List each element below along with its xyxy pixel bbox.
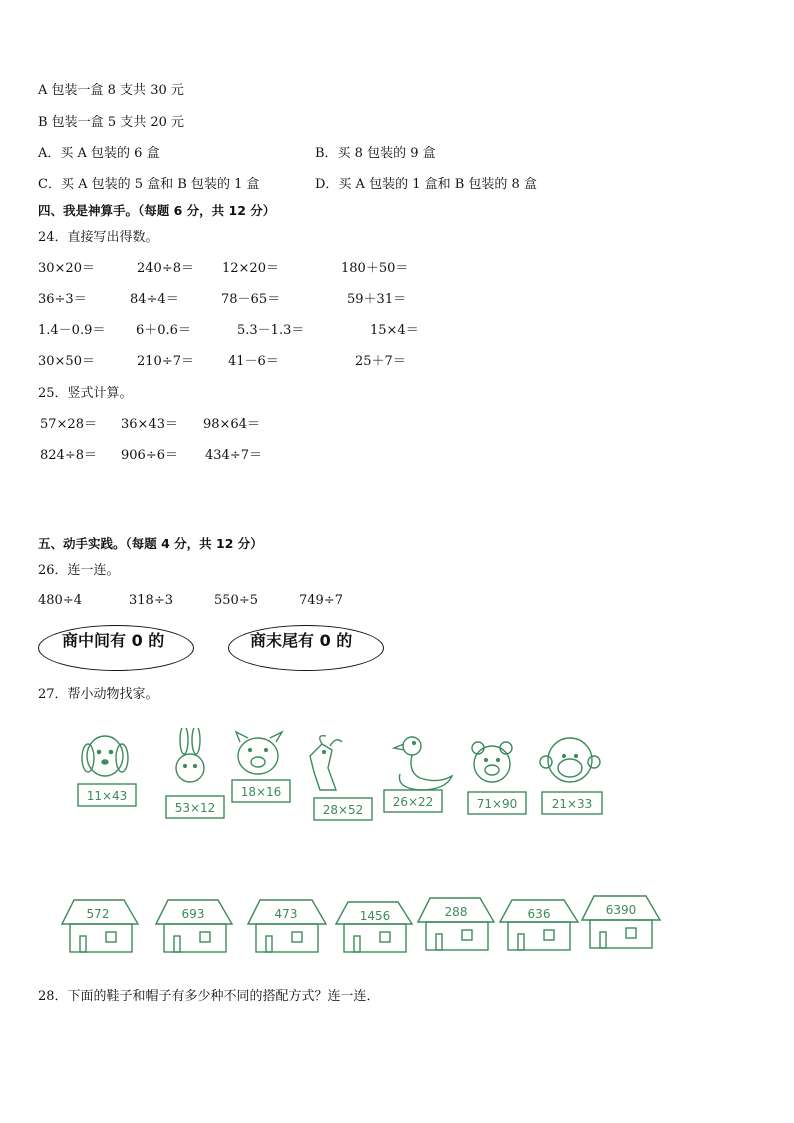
q24-item: 30×50＝ <box>38 354 95 369</box>
section-5-title: 五、动手实践。（每题 4 分，共 12 分） <box>38 536 263 551</box>
q26-expression: 550÷5 <box>214 593 258 608</box>
q25-item: 36×43＝ <box>121 417 178 432</box>
oval-end-zero-label: 商末尾有 0 的 <box>250 631 353 650</box>
choice-d: D．买 A 包装的 1 盒和 B 包装的 8 盒 <box>315 177 537 192</box>
q24-item: 1.4－0.9＝ <box>38 323 106 338</box>
q25-item: 434÷7＝ <box>205 448 262 463</box>
q24-item: 240÷8＝ <box>137 261 194 276</box>
q26-expression: 749÷7 <box>299 593 343 608</box>
q25-item: 98×64＝ <box>203 417 260 432</box>
animal-label-bear: 71×90 <box>476 797 518 811</box>
q28-prompt: 28．下面的鞋子和帽子有多少种不同的搭配方式？连一连． <box>38 989 380 1004</box>
q24-item: 180＋50＝ <box>341 261 409 276</box>
package-a-text: A 包装一盒 8 支共 30 元 <box>38 83 184 98</box>
q25-item: 824÷8＝ <box>40 448 97 463</box>
q24-item: 78－65＝ <box>221 292 281 307</box>
animal-label-monkey: 21×33 <box>551 797 593 811</box>
q25-item: 57×28＝ <box>40 417 97 432</box>
q24-item: 41－6＝ <box>228 354 279 369</box>
animal-label-pig: 18×16 <box>240 785 282 799</box>
q24-item: 12×20＝ <box>222 261 279 276</box>
houses-illustration <box>58 894 668 964</box>
q24-prompt: 24．直接写出得数。 <box>38 230 159 245</box>
q24-item: 30×20＝ <box>38 261 95 276</box>
q24-item: 84÷4＝ <box>130 292 179 307</box>
q24-item: 36÷3＝ <box>38 292 87 307</box>
section-4-title: 四、我是神算手。（每题 6 分，共 12 分） <box>38 203 276 218</box>
oval-middle-zero-label: 商中间有 0 的 <box>62 631 165 650</box>
choice-c: C．买 A 包装的 5 盒和 B 包装的 1 盒 <box>38 177 260 192</box>
q26-expression: 318÷3 <box>129 593 173 608</box>
animal-label-duck: 26×22 <box>392 795 434 809</box>
house-number: 6390 <box>605 903 637 917</box>
animal-label-dog: 11×43 <box>86 789 128 803</box>
q24-item: 210÷7＝ <box>137 354 194 369</box>
q24-item: 5.3－1.3＝ <box>237 323 305 338</box>
choice-b: B．买 8 包装的 9 盒 <box>315 146 436 161</box>
package-b-text: B 包装一盒 5 支共 20 元 <box>38 115 185 130</box>
choice-a: A．买 A 包装的 6 盒 <box>38 146 160 161</box>
q24-item: 15×4＝ <box>370 323 419 338</box>
q26-prompt: 26．连一连。 <box>38 563 120 578</box>
q27-prompt: 27．帮小动物找家。 <box>38 687 159 702</box>
q26-expression: 480÷4 <box>38 593 82 608</box>
animal-label-rabbit: 53×12 <box>174 801 216 815</box>
q24-item: 6＋0.6＝ <box>136 323 191 338</box>
animals-illustration <box>60 728 620 828</box>
q25-item: 906÷6＝ <box>121 448 178 463</box>
house-number: 1456 <box>359 909 391 923</box>
q25-prompt: 25．竖式计算。 <box>38 386 133 401</box>
house-number: 288 <box>444 905 468 919</box>
house-number: 572 <box>86 907 110 921</box>
house-number: 636 <box>527 907 551 921</box>
q24-item: 25＋7＝ <box>355 354 406 369</box>
animal-label-goat: 28×52 <box>322 803 364 817</box>
house-number: 473 <box>274 907 298 921</box>
q24-item: 59＋31＝ <box>347 292 407 307</box>
house-number: 693 <box>181 907 205 921</box>
